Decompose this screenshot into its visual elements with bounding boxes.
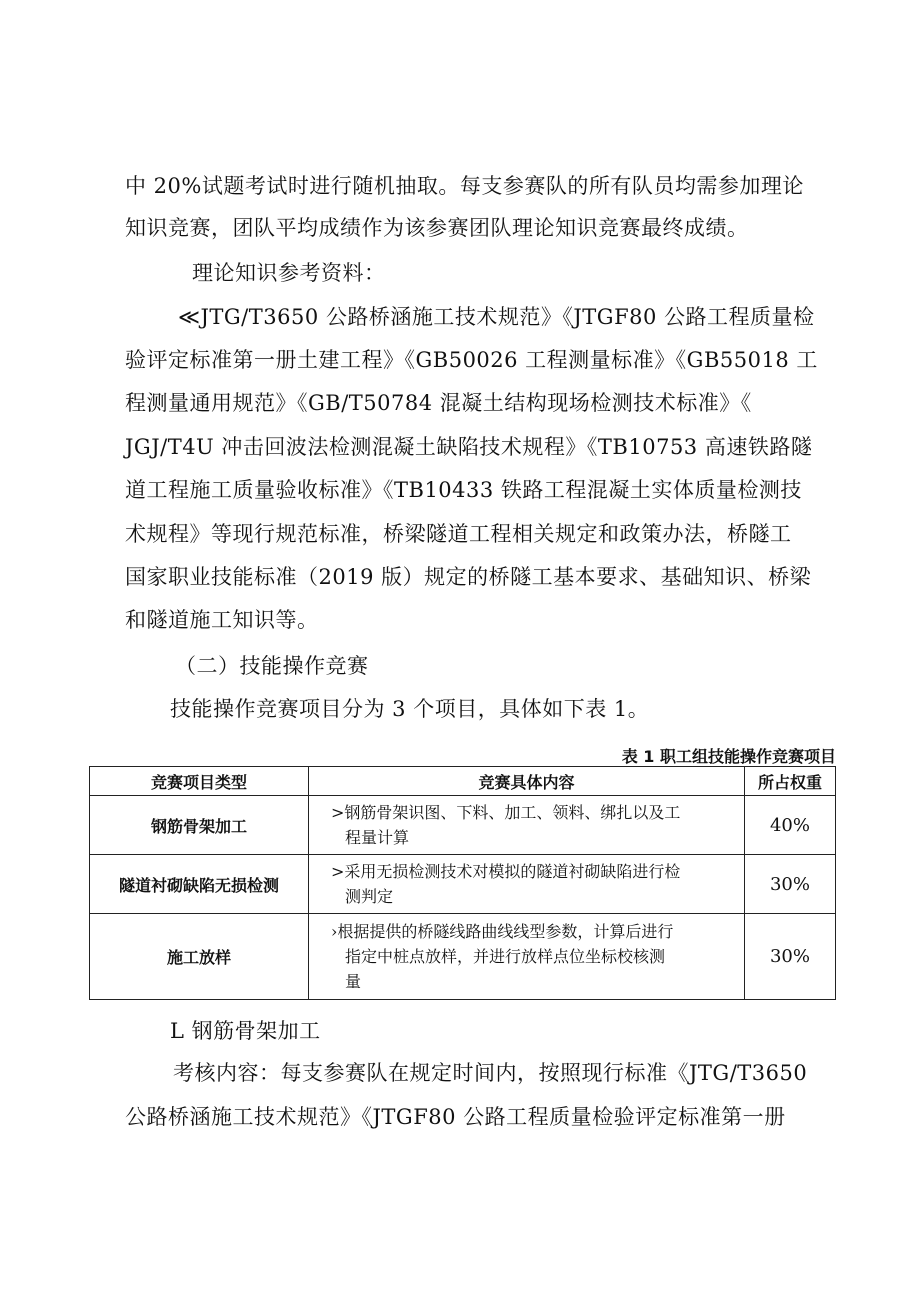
content-line: >采用无损检测技术对模拟的隧道衬砌缺陷进行检 xyxy=(331,862,681,881)
table-row xyxy=(90,855,836,914)
table-cell-content xyxy=(309,796,745,855)
paragraph-line: 国家职业技能标准（2019 版）规定的桥隧工基本要求、基础知识、桥梁 xyxy=(125,565,812,589)
table-row xyxy=(90,914,836,1000)
content-line: 指定中桩点放样，并进行放样点位坐标校核测 xyxy=(345,947,666,966)
table-row xyxy=(90,796,836,855)
table-header-cell: 竞赛具体内容 xyxy=(309,767,745,796)
paragraph-line: 道工程施工质量验收标准》《TB10433 铁路工程混凝土实体质量检测技 xyxy=(125,478,802,502)
paragraph-line: JGJ/T4U 冲击回波法检测混凝土缺陷技术规程》《TB10753 高速铁路隧 xyxy=(125,435,813,459)
table-cell-weight: 30% xyxy=(745,914,836,1000)
table-header-row xyxy=(90,767,836,796)
competition-table xyxy=(89,766,836,1000)
content-line: 测判定 xyxy=(345,887,394,906)
paragraph-line: 程测量通用规范》《GB/T50784 混凝土结构现场检测技术标准》《 xyxy=(125,391,752,415)
paragraph-line: ≪JTG/T3650 公路桥涵施工技术规范》《JTGF80 公路工程质量检 xyxy=(178,305,815,329)
content-line: 程量计算 xyxy=(345,828,410,847)
table-caption: 表 1 职工组技能操作竞赛项目 xyxy=(621,747,836,766)
paragraph-line: 知识竞赛，团队平均成绩作为该参赛团队理论知识竞赛最终成绩。 xyxy=(125,216,749,240)
paragraph-line: 考核内容：每支参赛队在规定时间内，按照现行标准《JTG/T3650 xyxy=(173,1061,808,1085)
content-line: ›根据提供的桥隧线路曲线线型参数，计算后进行 xyxy=(331,922,674,941)
table-cell-type: 隧道衬砌缺陷无损检测 xyxy=(90,855,309,914)
paragraph-line: 和隧道施工知识等。 xyxy=(125,608,319,632)
paragraph-line: 验评定标准第一册土建工程》《GB50026 工程测量标准》《GB55018 工 xyxy=(125,348,818,372)
paragraph-line: 术规程》等现行规范标准，桥梁隧道工程相关规定和政策办法，桥隧工 xyxy=(125,522,792,546)
content-line: 量 xyxy=(345,972,362,991)
content-line: >钢筋骨架识图、下料、加工、领料、绑扎以及工 xyxy=(331,803,681,822)
table-cell-content xyxy=(309,855,745,914)
table-cell-weight: 40% xyxy=(745,796,836,855)
paragraph-line: 公路桥涵施工技术规范》《JTGF80 公路工程质量检验评定标准第一册 xyxy=(125,1105,786,1129)
table-cell-type: 施工放样 xyxy=(90,914,309,1000)
table-cell-weight: 30% xyxy=(745,855,836,914)
table-header-cell: 竞赛项目类型 xyxy=(90,767,309,796)
table-cell-content xyxy=(309,914,745,1000)
paragraph-line: 中 20%试题考试时进行随机抽取。每支参赛队的所有队员均需参加理论 xyxy=(125,174,804,198)
table-header-cell: 所占权重 xyxy=(745,767,836,796)
paragraph-line: 理论知识参考资料： xyxy=(192,261,386,285)
paragraph-line: 技能操作竞赛项目分为 3 个项目，具体如下表 1。 xyxy=(170,697,650,721)
section-heading: （二）技能操作竞赛 xyxy=(175,654,369,678)
table-cell-type: 钢筋骨架加工 xyxy=(90,796,309,855)
subsection-heading: L 钢筋骨架加工 xyxy=(170,1019,321,1043)
